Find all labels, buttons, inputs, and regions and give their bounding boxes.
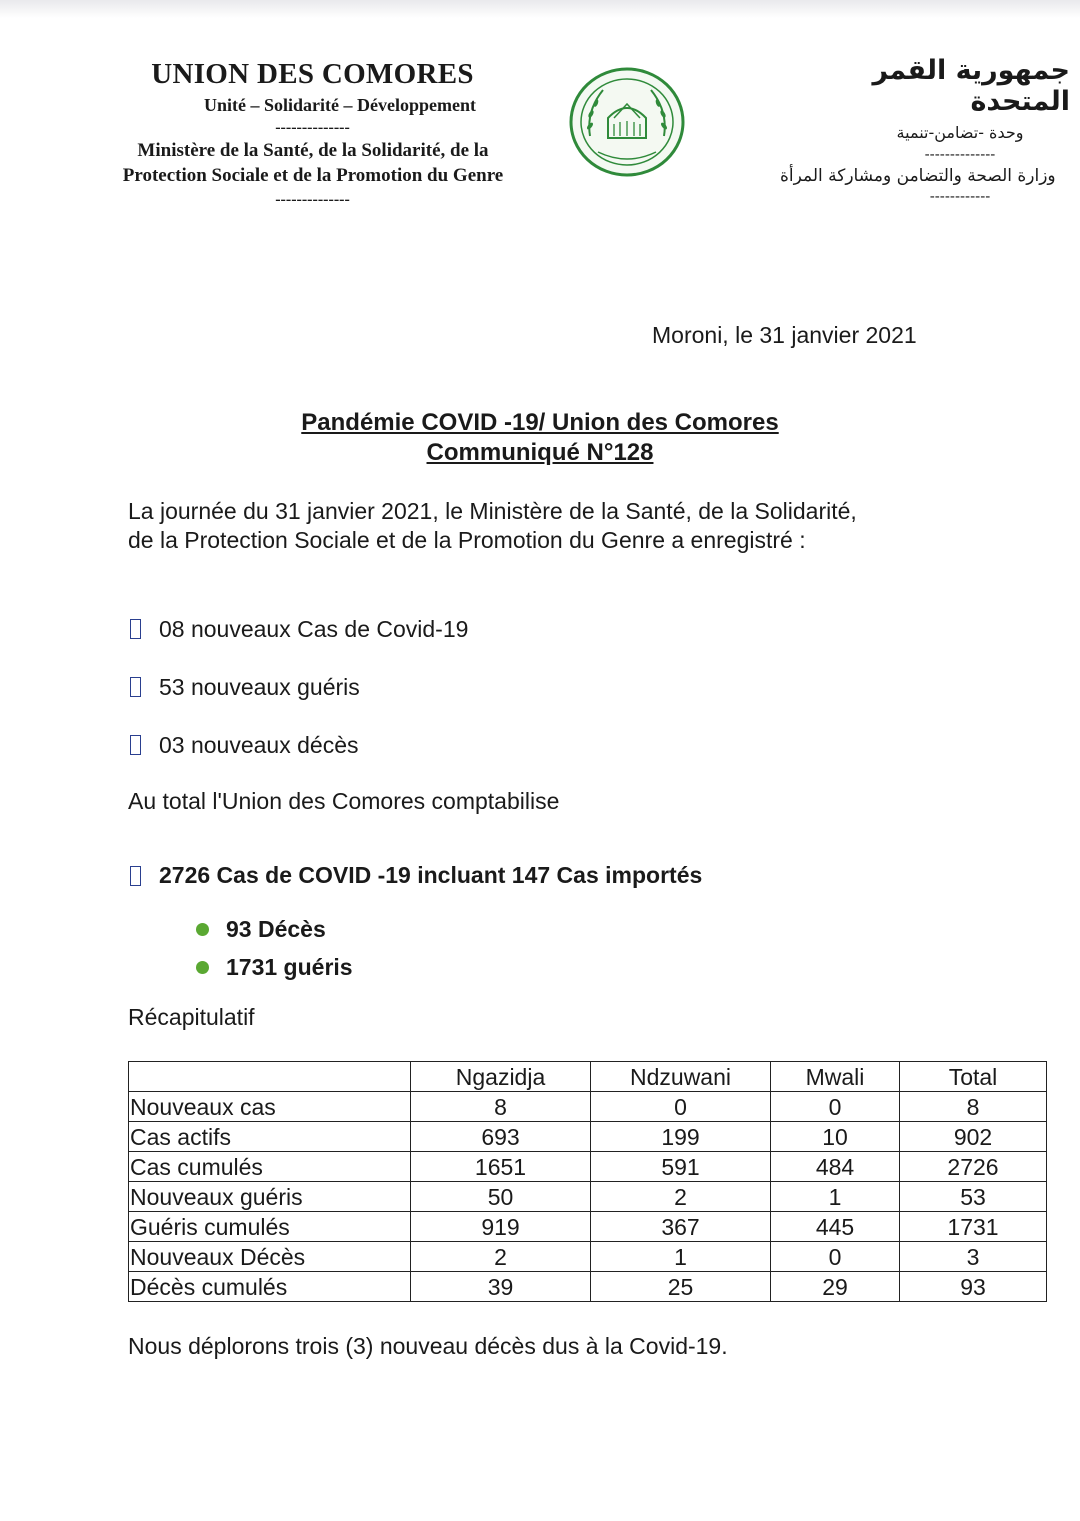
table-cell: 8 [411, 1092, 591, 1122]
bullet-dot-icon [196, 961, 209, 974]
bullet-text: 93 Décès [226, 915, 326, 942]
table-cell: 1651 [411, 1152, 591, 1182]
table-row [129, 1152, 1047, 1182]
table-cell: 693 [411, 1122, 591, 1152]
table-cell: 53 [900, 1182, 1047, 1212]
total-cases [130, 862, 702, 889]
table-header-empty [129, 1062, 411, 1092]
header-separator-arabic: -------------- [924, 147, 996, 163]
title-line-1: Pandémie COVID -19/ Union des Comores [301, 409, 779, 436]
table-cell: 8 [900, 1092, 1047, 1122]
title-line-2: Communiqué N°128 [426, 439, 654, 466]
country-name: UNION DES COMORES [151, 58, 474, 90]
table-row [129, 1182, 1047, 1212]
table-header-mwali: Mwali [771, 1062, 900, 1092]
table-cell: 10 [771, 1122, 900, 1152]
daily-item-text: 08 nouveaux Cas de Covid-19 [159, 615, 469, 642]
table-row-label: Nouveaux Décès [129, 1242, 411, 1272]
country-name-arabic: جمهورية القمر المتحدة [872, 55, 1070, 117]
table-cell: 2 [411, 1242, 591, 1272]
list-item [130, 600, 468, 658]
bullet-text: 1731 guéris [226, 953, 353, 980]
header-separator: -------------- [275, 119, 350, 136]
table-header-total: Total [900, 1062, 1047, 1092]
header-separator-arabic-2: ------------ [929, 189, 991, 205]
table-cell: 367 [591, 1212, 771, 1242]
daily-items-list [130, 600, 468, 774]
checkbox-icon [130, 619, 141, 639]
table-header-row [129, 1062, 1047, 1092]
table-cell: 0 [771, 1242, 900, 1272]
table-cell: 25 [591, 1272, 771, 1302]
table-cell: 445 [771, 1212, 900, 1242]
ministry-line-2: Protection Sociale et de la Promotion du Genre [122, 165, 504, 186]
national-motto-arabic: وحدة -تضامن-تنمية [896, 123, 1024, 142]
table-row-label: Décès cumulés [129, 1272, 411, 1302]
government-seal-icon [568, 66, 686, 178]
national-motto: Unité – Solidarité – Développement [204, 95, 476, 115]
table-row-label: Guéris cumulés [129, 1212, 411, 1242]
list-item [130, 716, 468, 774]
table-cell: 1 [771, 1182, 900, 1212]
table-cell: 2726 [900, 1152, 1047, 1182]
table-cell: 591 [591, 1152, 771, 1182]
table-header-ndzuwani: Ndzuwani [591, 1062, 771, 1092]
table-cell: 199 [591, 1122, 771, 1152]
table-row [129, 1242, 1047, 1272]
table-cell: 919 [411, 1212, 591, 1242]
table-cell: 2 [591, 1182, 771, 1212]
daily-item-text: 53 nouveaux guéris [159, 673, 360, 700]
recap-label: Récapitulatif [128, 1004, 255, 1030]
table-row [129, 1092, 1047, 1122]
ministry-line-1: Ministère de la Santé, de la Solidarité, de la [137, 140, 489, 161]
checkbox-icon [130, 735, 141, 755]
table-cell: 1731 [900, 1212, 1047, 1242]
table-cell: 93 [900, 1272, 1047, 1302]
closing-statement: Nous déplorons trois (3) nouveau décès dus à la Covid-19. [128, 1333, 728, 1359]
table-cell: 1 [591, 1242, 771, 1272]
table-row [129, 1212, 1047, 1242]
intro-line-2: de la Protection Sociale et de la Promotion du Genre a enregistré : [128, 527, 806, 553]
ministry-name [98, 138, 528, 188]
total-intro: Au total l'Union des Comores comptabilise [128, 788, 560, 814]
table-row-label: Nouveaux cas [129, 1092, 411, 1122]
recap-table [128, 1061, 1047, 1302]
table-row [129, 1122, 1047, 1152]
header-right [780, 55, 1080, 204]
document-title [130, 408, 950, 468]
table-cell: 29 [771, 1272, 900, 1302]
intro-paragraph [128, 497, 968, 555]
table-row-label: Nouveaux guéris [129, 1182, 411, 1212]
intro-line-1: La journée du 31 janvier 2021, le Ministère de la Santé, de la Solidarité, [128, 498, 857, 524]
table-cell: 0 [591, 1092, 771, 1122]
document-date: Moroni, le 31 janvier 2021 [652, 322, 917, 348]
bullet-dot-icon [196, 923, 209, 936]
ministry-name-arabic: وزارة الصحة والتضامن ومشاركة المرأة [780, 166, 1056, 186]
table-cell: 484 [771, 1152, 900, 1182]
daily-item-text: 03 nouveaux décès [159, 731, 359, 758]
table-row [129, 1272, 1047, 1302]
table-cell: 50 [411, 1182, 591, 1212]
table-header-ngazidja: Ngazidja [411, 1062, 591, 1092]
list-item [196, 948, 353, 986]
list-item [196, 910, 353, 948]
header-separator-2: -------------- [275, 191, 350, 208]
total-cases-text: 2726 Cas de COVID -19 incluant 147 Cas importés [159, 862, 703, 888]
table-cell: 0 [771, 1092, 900, 1122]
checkbox-icon [130, 677, 141, 697]
list-item [130, 658, 468, 716]
total-bullets [196, 910, 353, 986]
table-cell: 39 [411, 1272, 591, 1302]
top-band [0, 0, 1080, 18]
table-cell: 3 [900, 1242, 1047, 1272]
table-row-label: Cas actifs [129, 1122, 411, 1152]
header-left [122, 58, 504, 208]
checkbox-icon [130, 866, 141, 886]
table-row-label: Cas cumulés [129, 1152, 411, 1182]
table-cell: 902 [900, 1122, 1047, 1152]
